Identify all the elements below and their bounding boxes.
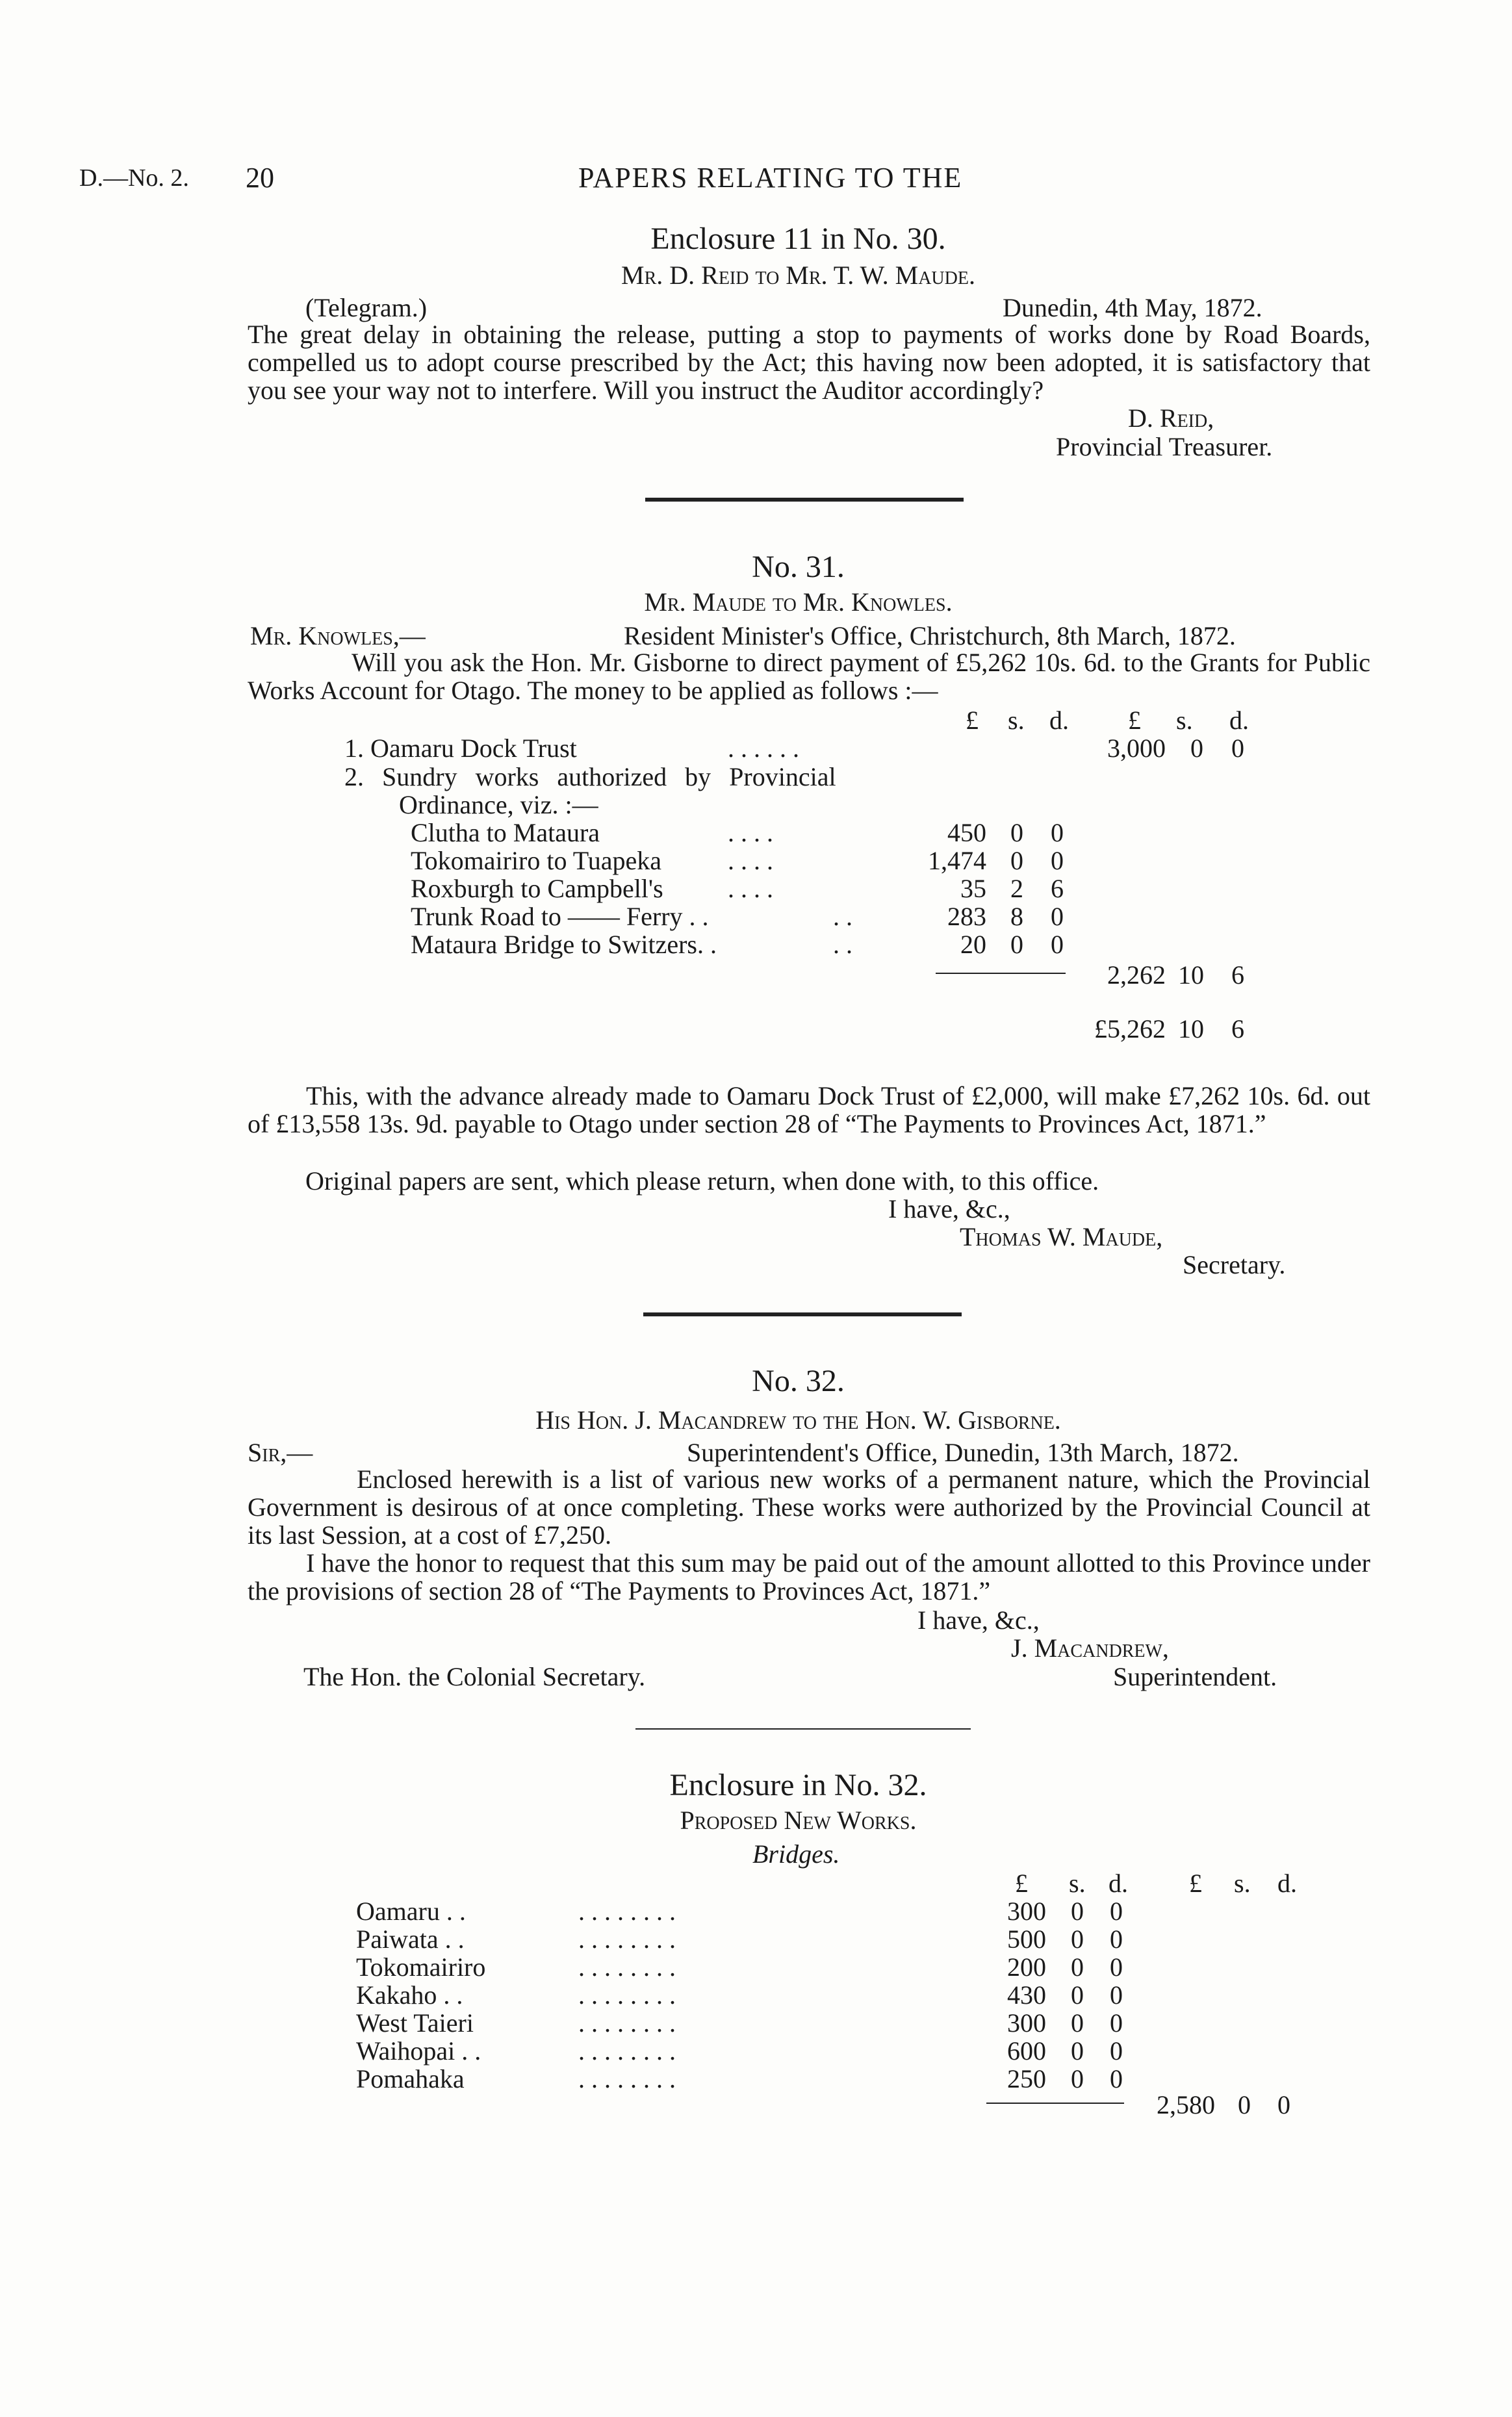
no31-col-shillings: s. [1008, 706, 1025, 735]
no31-signature-title: Secretary. [1183, 1250, 1286, 1279]
no32-salutation: Sir,— [248, 1438, 313, 1467]
bridge-dots: . . . . . . . . [578, 1980, 676, 2010]
enclosure32-col-pounds-total: £ [1189, 1869, 1202, 1898]
enclosure32-col-pounds: £ [1015, 1869, 1028, 1898]
no31-subitem-label: Roxburgh to Campbell's [411, 874, 663, 903]
no31-col-shillings-total: s. [1176, 706, 1193, 735]
no31-subitem-dots: . . . . [728, 818, 773, 847]
enclosure11-signature: D. Reid, [1128, 403, 1214, 433]
no31-subitem-pounds: 450 [947, 818, 986, 847]
no32-paragraph-1: Enclosed herewith is a list of various new works of a permanent nature, which the Provincial Government is desirous of at once completing. These works were authorized by the Provincial Council at its last Session, at a cost of £7,250. [248, 1464, 1370, 1550]
no31-subtotal-pence: 6 [1231, 960, 1244, 990]
enclosure11-heading: Enclosure 11 in No. 30. [650, 222, 946, 256]
enclosure32-category: Bridges. [752, 1839, 840, 1869]
no31-subitem-shillings: 8 [1010, 902, 1023, 931]
enclosure11-signature-title: Provincial Treasurer. [1056, 432, 1273, 461]
no32-heading: No. 32. [752, 1364, 845, 1398]
no31-subitem-shillings: 2 [1010, 874, 1023, 903]
bridge-dots: . . . . . . . . [578, 2064, 676, 2093]
no31-item1-pounds: 3,000 [1107, 734, 1166, 763]
bridge-shillings: 0 [1071, 1925, 1084, 1954]
no31-item1-dots: . . . . . . [728, 734, 799, 763]
no31-col-pounds-total: £ [1128, 706, 1141, 735]
enclosure32-col-shillings: s. [1069, 1869, 1086, 1898]
no31-paragraph: This, with the advance already made to Oamaru Dock Trust of £2,000, will make £7,262 10s. 6d. out of £13,558 13s. 9d. payable to Otago under section 28 of “The Payments to Provinces Act, 1871.” [248, 1081, 1370, 1138]
bridge-dots: . . . . . . . . [578, 2008, 676, 2038]
no31-subitem-label: Trunk Road to —— Ferry . . [411, 902, 709, 931]
bridge-pounds: 600 [1007, 2036, 1046, 2065]
enclosure11-type: (Telegram.) [305, 293, 428, 322]
no31-subitem-dots: . . . . [728, 874, 773, 903]
enclosure32-col-pence-total: d. [1277, 1869, 1297, 1898]
bridge-pounds: 300 [1007, 1897, 1046, 1926]
bridge-pence: 0 [1110, 1952, 1123, 1982]
no31-subtotal-pounds: 2,262 [1107, 960, 1166, 990]
enclosure11-body: The great delay in obtaining the release, putting a stop to payments of works done by Road Boards, compelled us to adopt course prescribed by the Act; this having now been adopted, it is satisfactory that you see your way not to interfere. Will you instruct the Auditor accordingly? [248, 320, 1370, 405]
no32-closing: I have, &c., [917, 1605, 1040, 1635]
no32-paragraph-2: I have the honor to request that this sum may be paid out of the amount allotted to this Province under the provisions of section 28 of “The Payments to Provinces Act, 1871.” [248, 1548, 1370, 1605]
bridge-dots: . . . . . . . . [578, 1952, 676, 1982]
bridge-pounds: 250 [1007, 2064, 1046, 2093]
enclosure11-subheading: Mr. D. Reid to Mr. T. W. Maude. [621, 261, 975, 290]
no31-total-pence: 6 [1231, 1014, 1244, 1043]
bridge-pence: 0 [1110, 1897, 1123, 1926]
running-title: PAPERS RELATING TO THE [578, 162, 963, 194]
no31-col-pence: d. [1049, 706, 1069, 735]
bridge-pounds: 200 [1007, 1952, 1046, 1982]
bridges-total-pounds: 2,580 [1157, 2090, 1215, 2119]
bridge-pence: 0 [1110, 1925, 1123, 1954]
bridges-total-pence: 0 [1277, 2090, 1290, 2119]
no31-subitem-pence: 0 [1051, 930, 1064, 959]
bridge-name: Paiwata . . [356, 1925, 465, 1954]
bridge-pounds: 500 [1007, 1925, 1046, 1954]
bridge-pounds: 300 [1007, 2008, 1046, 2038]
no31-subitem-shillings: 0 [1010, 818, 1023, 847]
enclosure32-col-pence: d. [1108, 1869, 1128, 1898]
document-reference: D.—No. 2. [79, 164, 189, 192]
enclosure32-subheading: Proposed New Works. [680, 1806, 917, 1835]
bridge-dots: . . . . . . . . [578, 1897, 676, 1926]
no31-subitem-pence: 0 [1051, 846, 1064, 875]
no31-subitem-pence: 6 [1051, 874, 1064, 903]
bridge-pence: 0 [1110, 2064, 1123, 2093]
no31-subitem-shillings: 0 [1010, 846, 1023, 875]
no32-place-date: Superintendent's Office, Dunedin, 13th March, 1872. [687, 1438, 1239, 1467]
subtotal-rule [936, 973, 1066, 974]
no31-total-pounds: £5,262 [1094, 1014, 1166, 1043]
enclosure11-place-date: Dunedin, 4th May, 1872. [1003, 293, 1262, 322]
no31-subitem-shillings: 0 [1010, 930, 1023, 959]
bridge-pence: 0 [1110, 2036, 1123, 2065]
section-divider [635, 1728, 971, 1730]
no31-col-pence-total: d. [1229, 706, 1249, 735]
no31-intro: Will you ask the Hon. Mr. Gisborne to direct payment of £5,262 10s. 6d. to the Grants for Public Works Account for Otago. The money to be applied as follows :— [248, 648, 1370, 705]
no31-subitem-dots: . . [833, 902, 852, 931]
enclosure32-col-shillings-total: s. [1234, 1869, 1251, 1898]
no31-subitem-label: Clutha to Mataura [411, 818, 600, 847]
no31-subitem-dots: . . . . [728, 846, 773, 875]
bridge-name: Tokomairiro [356, 1952, 486, 1982]
no31-paragraph-2: Original papers are sent, which please return, when done with, to this office. [305, 1166, 1099, 1196]
bridge-name: Oamaru . . [356, 1897, 466, 1926]
no31-col-pounds: £ [966, 706, 979, 735]
no31-closing: I have, &c., [888, 1194, 1010, 1223]
no31-subheading: Mr. Maude to Mr. Knowles. [644, 587, 953, 617]
no31-subitem-dots: . . [833, 930, 852, 959]
bridges-total-shillings: 0 [1238, 2090, 1251, 2119]
bridge-name: Kakaho . . [356, 1980, 463, 2010]
page-number: 20 [246, 162, 274, 194]
bridge-shillings: 0 [1071, 1952, 1084, 1982]
bridge-shillings: 0 [1071, 2036, 1084, 2065]
no31-subitem-label: Mataura Bridge to Switzers. . [411, 930, 717, 959]
no31-signature: Thomas W. Maude, [960, 1222, 1163, 1251]
bridge-dots: . . . . . . . . [578, 2036, 676, 2065]
no32-subheading: His Hon. J. Macandrew to the Hon. W. Gisborne. [535, 1405, 1061, 1435]
no31-place-date: Resident Minister's Office, Christchurch, 8th March, 1872. [624, 621, 1236, 650]
total-rule [986, 2103, 1124, 2104]
no31-subtotal-shillings: 10 [1178, 960, 1204, 990]
no31-item2-line2: Ordinance, viz. :— [399, 790, 598, 819]
no31-item2-line1: 2. Sundry works authorized by Provincial [344, 762, 836, 791]
bridge-shillings: 0 [1071, 1897, 1084, 1926]
bridge-name: Pomahaka [356, 2064, 465, 2093]
enclosure32-heading: Enclosure in No. 32. [669, 1768, 927, 1802]
bridge-pence: 0 [1110, 1980, 1123, 2010]
no31-salutation: Mr. Knowles,— [250, 621, 426, 650]
bridge-dots: . . . . . . . . [578, 1925, 676, 1954]
bridge-name: West Taieri [356, 2008, 474, 2038]
bridge-pounds: 430 [1007, 1980, 1046, 2010]
bridge-shillings: 0 [1071, 2064, 1084, 2093]
bridge-shillings: 0 [1071, 2008, 1084, 2038]
no31-subitem-pounds: 283 [947, 902, 986, 931]
no31-subitem-pence: 0 [1051, 818, 1064, 847]
no31-subitem-label: Tokomairiro to Tuapeka [411, 846, 662, 875]
no31-subitem-pence: 0 [1051, 902, 1064, 931]
bridge-name: Waihopai . . [356, 2036, 481, 2065]
section-divider [645, 498, 964, 502]
no32-signature-title: Superintendent. [1113, 1662, 1277, 1691]
bridge-pence: 0 [1110, 2008, 1123, 2038]
no31-heading: No. 31. [752, 550, 845, 584]
no31-total-shillings: 10 [1178, 1014, 1204, 1043]
section-divider [643, 1312, 962, 1316]
no31-item1-shillings: 0 [1190, 734, 1203, 763]
no32-addressee: The Hon. the Colonial Secretary. [303, 1662, 646, 1691]
no31-subitem-pounds: 35 [960, 874, 986, 903]
no32-signature: J. Macandrew, [1011, 1633, 1169, 1663]
no31-subitem-pounds: 20 [960, 930, 986, 959]
no31-subitem-pounds: 1,474 [928, 846, 986, 875]
no31-item1-pence: 0 [1231, 734, 1244, 763]
no31-item1-label: 1. Oamaru Dock Trust [344, 734, 577, 763]
bridge-shillings: 0 [1071, 1980, 1084, 2010]
